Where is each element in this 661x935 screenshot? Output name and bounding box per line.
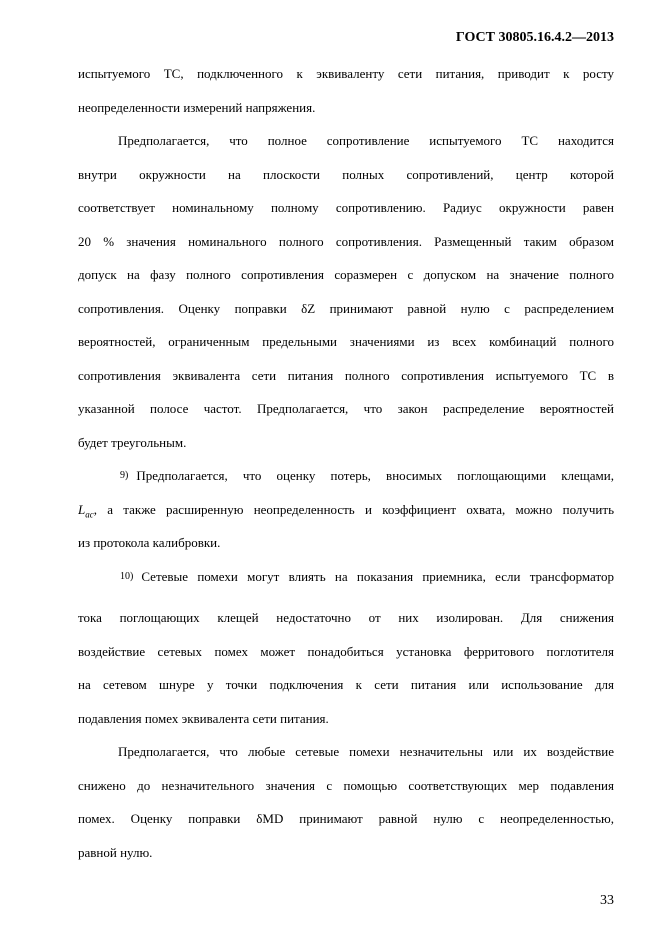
footnote-10-text: Сетевые помехи могут влиять на показания приемника, если трансформатор xyxy=(141,568,614,584)
footnote-9-text: Предполагается, что оценку потерь, вносимых поглощающими клещами, xyxy=(136,468,614,483)
text-line: неопределенности измерений напряжения. xyxy=(78,99,316,115)
symbol-subscript: ac xyxy=(85,509,94,520)
text-line: подавления помех эквивалента сети питания. xyxy=(78,710,329,726)
footnote-10-line xyxy=(78,560,614,594)
text-line: сопротивления. Оценку поправки δZ принимают равной нулю с распределением xyxy=(78,300,614,316)
text-line: будет треугольным. xyxy=(78,434,187,450)
text-line: вероятностей, ограниченным предельными значениями из всех комбинаций полного xyxy=(78,334,614,349)
body-text xyxy=(78,57,614,869)
text-line xyxy=(78,493,614,527)
text-line: 20 % значения номинального полного сопротивления. Размещенный таким образом xyxy=(78,233,614,249)
text-line: Предполагается, что полное сопротивление испытуемого ТС находится xyxy=(118,133,614,148)
text-line: на сетевом шнуре у точки подключения к сети питания или использование для xyxy=(78,677,614,692)
text-line: соответствует номинальному полному сопротивлению. Радиус окружности равен xyxy=(78,200,614,215)
text-line: допуск на фазу полного сопротивления соразмерен с допуском на значение полного xyxy=(78,267,614,282)
footnote-marker-10: 10) xyxy=(120,570,134,582)
text-line: воздействие сетевых помех может понадобиться установка ферритового поглотителя xyxy=(78,643,614,659)
symbol-l: L xyxy=(78,501,86,517)
text-line: снижено до незначительного значения с помощью соответствующих мер подавления xyxy=(78,777,614,793)
footnote-9-line xyxy=(78,459,614,493)
text-line: указанной полосе частот. Предполагается, что закон распределение вероятностей xyxy=(78,401,614,416)
page-number: 33 xyxy=(600,893,614,908)
text-line: испытуемого ТС, подключенного к эквиваленту сети питания, приводит к росту xyxy=(78,66,614,81)
text-line: помех. Оценку поправки δMD принимают равной нулю с неопределенностью, xyxy=(78,811,614,826)
text-line: равной нулю. xyxy=(78,844,153,860)
text-line: Предполагается, что любые сетевые помехи незначительны или их воздействие xyxy=(118,744,614,759)
text-span: , а также расширенную неопределенность и коэффициент охвата, можно получить xyxy=(93,501,614,517)
text-line: сопротивления эквивалента сети питания полного сопротивления испытуемого ТС в xyxy=(78,367,614,383)
text-line: тока поглощающих клещей недостаточно от них изолирован. Для снижения xyxy=(78,610,614,625)
text-line: внутри окружности на плоскости полных сопротивлений, центр которой xyxy=(78,166,614,182)
footnote-marker-9: 9) xyxy=(120,470,129,481)
standard-code-header: ГОСТ 30805.16.4.2—2013 xyxy=(455,30,614,45)
text-line: из протокола калибровки. xyxy=(78,535,221,550)
